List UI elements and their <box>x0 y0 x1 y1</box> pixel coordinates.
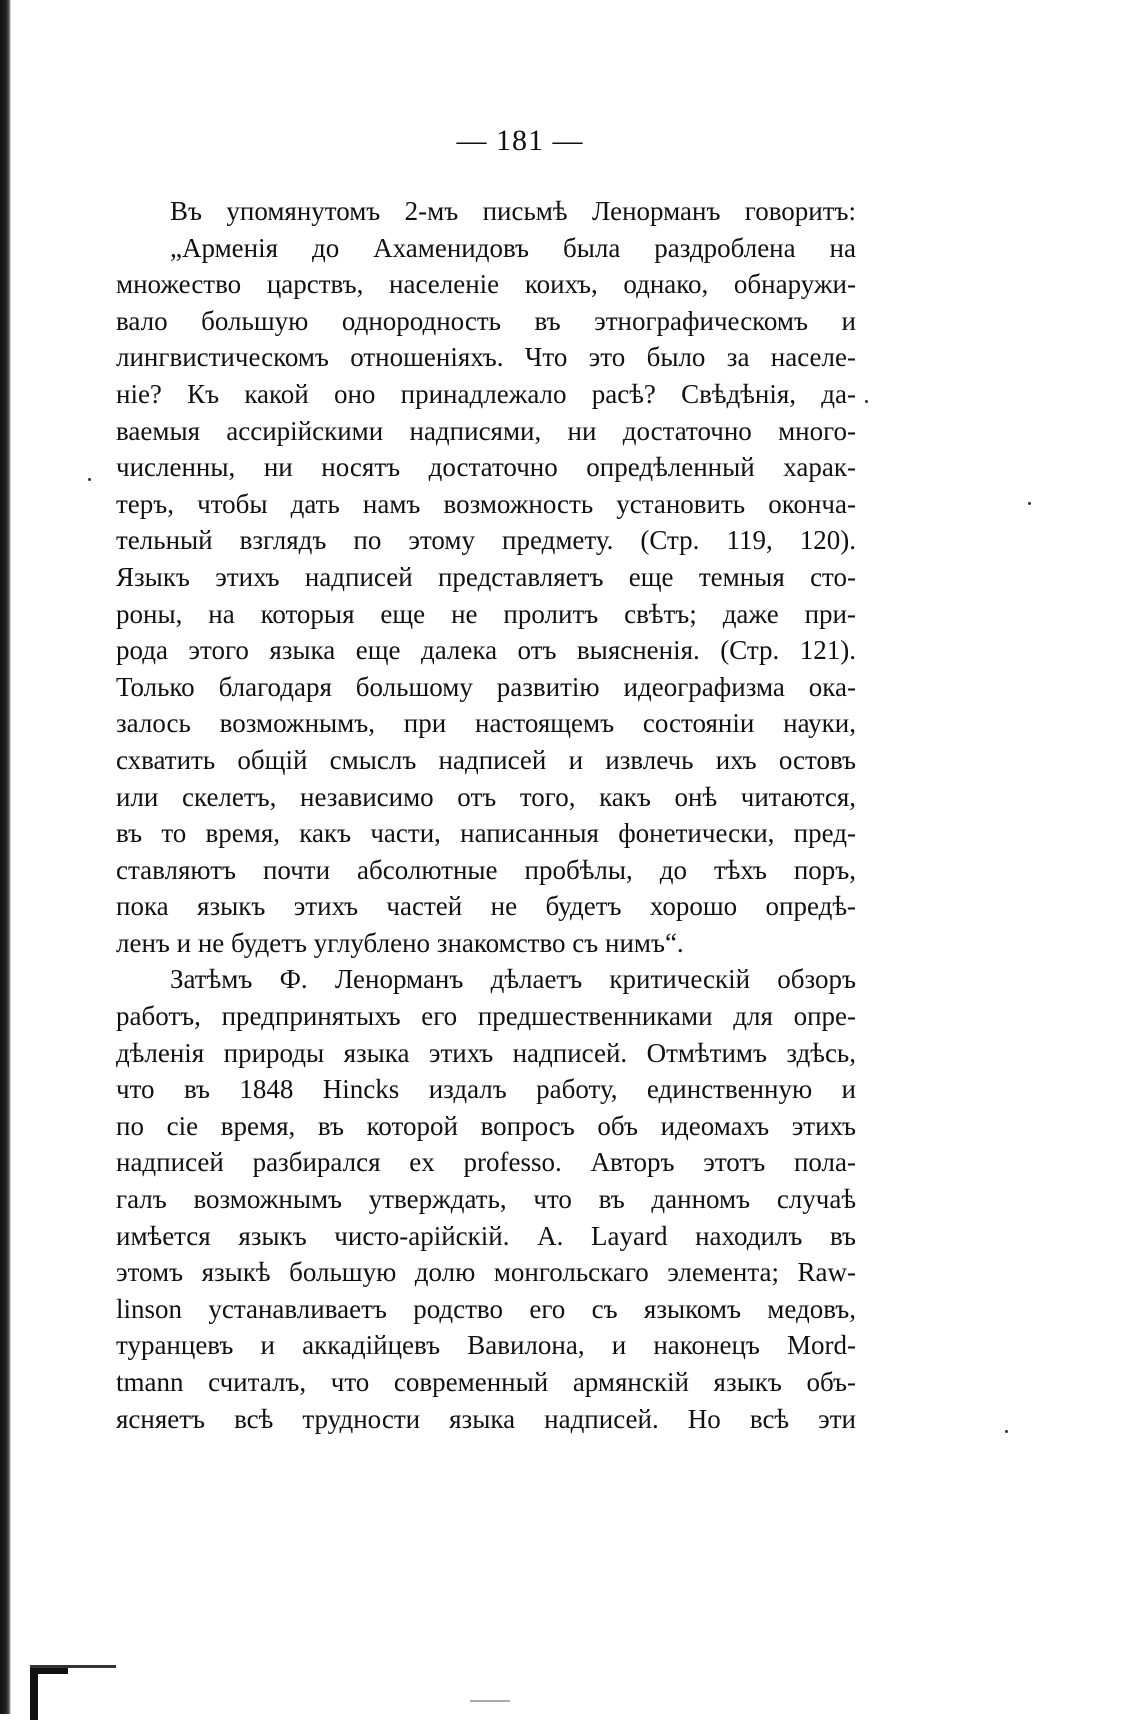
text-line: численны, ни носятъ достаточно опредѣленный харак- <box>116 452 856 483</box>
text-line: ваемыя ассирійскими надписями, ни достаточно много- <box>116 415 856 446</box>
text-line: Только благодаря большому развитію идеографизма ока- <box>116 671 856 702</box>
scan-dash <box>470 1700 510 1702</box>
text-line: вало большую однородность въ этнографическомъ и <box>116 305 856 336</box>
scan-corner-mark <box>30 1668 68 1720</box>
page-number: — 181 — <box>456 124 584 157</box>
stray-dot <box>88 478 91 481</box>
text-line: ставляютъ почти абсолютные пробѣлы, до тѣхъ поръ, <box>116 854 856 885</box>
text-line: роны, на которыя еще не пролитъ свѣтъ; даже при- <box>116 598 856 629</box>
text-line: залось возможнымъ, при настоящемъ состояніи науки, <box>116 708 856 739</box>
text-line: ясняетъ всѣ трудности языка надписей. Но всѣ эти <box>116 1403 856 1434</box>
text-line: рода этого языка еще далека отъ выясненія. (Стр. 121). <box>116 635 856 666</box>
text-line: ніе? Къ какой оно принадлежало расѣ? Свѣдѣнія, да- <box>116 378 856 409</box>
text-line: схватить общій смыслъ надписей и извлечь ихъ остовъ <box>116 744 856 775</box>
text-line: что въ 1848 Hincks издалъ работу, единственную и <box>116 1074 856 1105</box>
text-line: дѣленія природы языка этихъ надписей. Отмѣтимъ здѣсь, <box>116 1037 856 1068</box>
binding-edge <box>0 0 11 1714</box>
text-line: „Арменія до Ахаменидовъ была раздроблена на <box>170 232 856 263</box>
text-line: тельный взглядъ по этому предмету. (Стр. 119, 120). <box>116 525 856 556</box>
text-line: имѣется языкъ чисто-арійскій. A. Layard находилъ въ <box>116 1220 856 1251</box>
text-line: множество царствъ, населеніе коихъ, однако, обнаружи- <box>116 269 856 300</box>
text-line: работъ, предпринятыхъ его предшественниками для опре- <box>116 1001 856 1032</box>
text-line: Языкъ этихъ надписей представляетъ еще темныя сто- <box>116 561 856 592</box>
text-line: tmann считалъ, что современный армянскій языкъ объ- <box>116 1367 856 1397</box>
text-line: Въ упомянутомъ 2-мъ письмѣ Ленорманъ говоритъ: <box>170 196 856 226</box>
stray-dot <box>865 400 868 403</box>
text-line: Затѣмъ Ф. Ленорманъ дѣлаетъ критическій обзоръ <box>170 964 856 995</box>
text-line: туранцевъ и аккадійцевъ Вавилона, и наконецъ Mord- <box>116 1330 856 1361</box>
text-line: галъ возможнымъ утверждать, что въ данномъ случаѣ <box>116 1184 856 1215</box>
text-line: надписей разбирался ex professo. Авторъ этотъ пола- <box>116 1147 856 1178</box>
body-text <box>116 193 856 1437</box>
text-line: linson устанавливаетъ родство его съ языкомъ медовъ, <box>116 1293 856 1324</box>
text-line: или скелетъ, независимо отъ того, какъ онѣ читаются, <box>116 781 856 812</box>
stray-dot <box>1005 1430 1008 1433</box>
text-line: теръ, чтобы дать намъ возможность установить оконча- <box>116 488 856 519</box>
stray-dot <box>1028 502 1031 505</box>
text-line: въ то время, какъ части, написанныя фонетически, пред- <box>116 818 856 849</box>
text-line: лингвистическомъ отношеніяхъ. Что это было за населе- <box>116 342 856 373</box>
text-line: ленъ и не будетъ углублено знакомство съ нимъ“. <box>116 927 684 958</box>
text-line: по сіе время, въ которой вопросъ объ идеомахъ этихъ <box>116 1110 856 1141</box>
text-line: пока языкъ этихъ частей не будетъ хорошо опредѣ- <box>116 891 856 922</box>
text-line: этомъ языкѣ большую долю монгольскаго элемента; Raw- <box>116 1257 856 1288</box>
